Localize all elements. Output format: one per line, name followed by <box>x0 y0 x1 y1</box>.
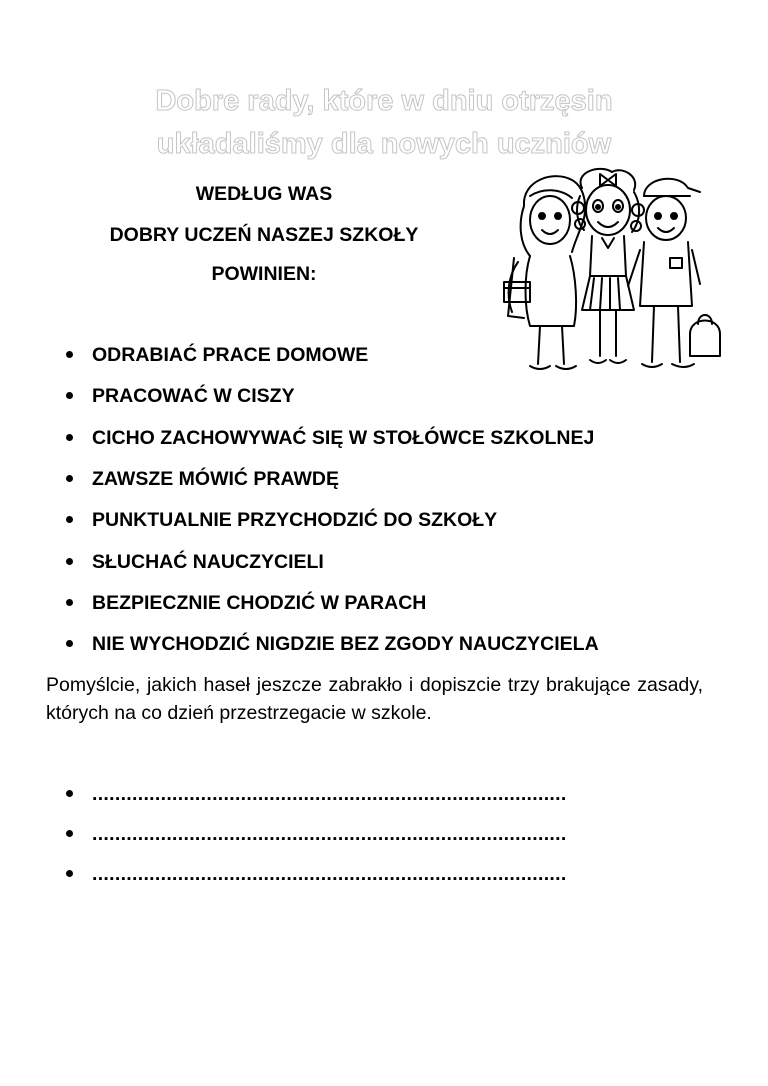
instruction-paragraph: Pomyślcie, jakich haseł jeszcze zabrakło i dopiszcie trzy brakujące zasady, których na co dzień przestrzegacie w szkole. <box>46 674 703 724</box>
heading-line-3: POWINIEN: <box>211 263 317 285</box>
bullet-icon <box>66 475 73 482</box>
rule-text: BEZPIECZNIE CHODZIĆ W PARACH <box>92 592 427 614</box>
dotted-line: ................................................................................... <box>92 783 567 805</box>
bullet-icon <box>66 392 73 399</box>
heading-line-1: WEDŁUG WAS <box>195 183 333 205</box>
dotted-line: ................................................................................... <box>92 823 567 845</box>
bullet-icon <box>66 516 73 523</box>
rule-text: NIE WYCHODZIĆ NIGDZIE BEZ ZGODY NAUCZYCIELA <box>92 633 599 655</box>
rule-text: PUNKTUALNIE PRZYCHODZIĆ DO SZKOŁY <box>92 509 498 531</box>
rule-text: SŁUCHAĆ NAUCZYCIELI <box>92 551 324 573</box>
rule-text: PRACOWAĆ W CISZY <box>92 385 295 407</box>
bullet-icon <box>66 351 73 358</box>
bullet-icon <box>66 870 73 877</box>
dotted-line: ................................................................................... <box>92 863 567 885</box>
children-illustration <box>494 166 730 380</box>
rule-text: ZAWSZE MÓWIĆ PRAWDĘ <box>92 468 339 490</box>
title-line-2: układaliśmy dla nowych uczniów <box>156 128 612 160</box>
rule-text: ODRABIAĆ PRACE DOMOWE <box>92 344 369 366</box>
bullet-icon <box>66 558 73 565</box>
bullet-icon <box>66 830 73 837</box>
bullet-icon <box>66 790 73 797</box>
bullet-icon <box>66 434 73 441</box>
title-line-1: Dobre rady, które w dniu otrzęsin <box>155 85 613 117</box>
bullet-icon <box>66 640 73 647</box>
heading-line-2: DOBRY UCZEŃ NASZEJ SZKOŁY <box>109 224 419 246</box>
bullet-icon <box>66 599 73 606</box>
rule-text: CICHO ZACHOWYWAĆ SIĘ W STOŁÓWCE SZKOLNEJ <box>92 427 595 449</box>
